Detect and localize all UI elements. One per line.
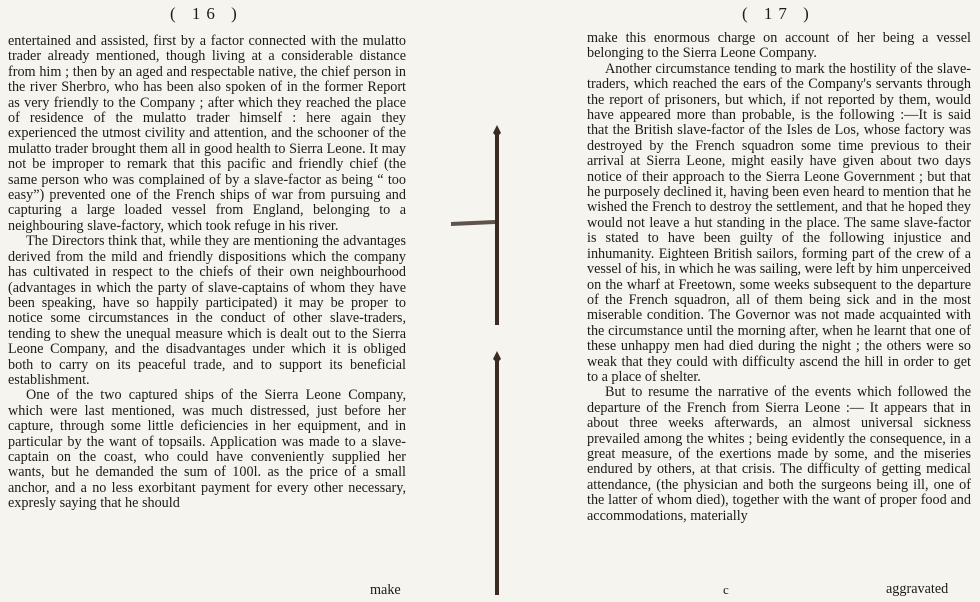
catchword-left: make	[370, 582, 401, 598]
right-page	[565, 0, 980, 602]
left-page-text	[8, 34, 406, 512]
paragraph: make this enormous charge on account of her being a vessel belonging to the Sierra Leone Company.	[587, 30, 971, 62]
paragraph: entertained and assisted, first by a factor connected with the mulatto trader already mentioned, though living at a considerable distance from him ; then by an aged and respectable native, the chief person in the river Sherbro, who has been also spoken of in the former Report as very friendly to the Company ; after which they reached the place of residence of the mulatto trader himself : here again they experienced the utmost civility and attention, and the schooner of the mulatto trader brought them all in good health to Sierra Leone. It may not be improper to remark that this pacific and friendly chief (the same person who was complained of by a slave-factor as being “ too easy”) prevented one of the French ships of war from pursuing and capturing a large loaded vessel from England, belonging to a neighbouring slave-factory, which took refuge in his river.	[8, 33, 406, 234]
paragraph: The Directors think that, while they are mentioning the advantages derived from the mild and friendly dispositions which the company has cultivated in respect to the chiefs of their own neighbourhood (advantages in which the party of slave-captains of whom they have been speaking, have so happily participated) it may be proper to notice some circumstances in the conduct of other slave-traders, tending to shew the unequal measure which is dealt out to the Sierra Leone Company, and the disadvantages under which it is obliged both to carry on its peaceful trade, and to support its beneficial establishment.	[8, 233, 406, 388]
left-page	[0, 0, 420, 602]
binding-thread-icon	[445, 125, 555, 595]
paragraph: But to resume the narrative of the events which followed the departure of the French from Sierra Leone :— It appears that in about three weeks afterwards, an almost universal sickness prevailed among the whites ; being evidently the consequence, in a great measure, of the exertions made by some, and the miseries endured by others, at that crisis. The difficulty of getting medical attendance, (the physician and both the surgeons being ill, one of the latter of whom died), together with the want of proper food and accommodations, materially	[587, 384, 971, 524]
paragraph: Another circumstance tending to mark the hostility of the slave-traders, which reached the ears of the Company's servants through the report of prisoners, but which, if not reported by them, would have appeared more than probable, is the following :—It is said that the British slave-factor of the Isles de Los, whose factory was destroyed by the French squadron some time previous to their arrival at Sierra Leone, might easily have given about two days notice of their approach to the Sierra Leone Government ; but that he purposely declined it, having been even heard to mention that he wished the French to destroy the settlement, and that he hoped they would not leave a hut standing in the place. The same slave-factor is stated to have been guilty of the following injustice and inhumanity. Eighteen British sailors, forming part of the crew of a vessel of his, in which he was sailing, were left by him unperceived on the wharf at Freetown, some weeks subsequent to the departure of the French squadron, all of them being sick and in the most miserable condition. The Governor was not made acquainted with the circumstance until the morning after, when he learnt that one of these unhappy men had died during the night ; the others were so weak that they could with difficulty ascend the hill in order to get to a place of shelter.	[587, 60, 971, 385]
right-page-text	[587, 31, 971, 524]
page-number-left: ( 16 )	[170, 4, 243, 23]
signature-mark: c	[723, 582, 729, 597]
catchword-right: aggravated	[886, 581, 949, 597]
paragraph: One of the two captured ships of the Sierra Leone Company, which were last mentioned, was much distressed, just before her capture, through some little deficiencies in her equipment, and in particular by the want of topsails. Application was made to a slave-captain on the coast, who could have conveniently supplied her wants, but he demanded the sum of 100l. as the price of a small anchor, and a no less exorbitant payment for every other necessary, expresly saying that he should	[8, 387, 406, 512]
page-number-right: ( 17 )	[742, 4, 815, 23]
